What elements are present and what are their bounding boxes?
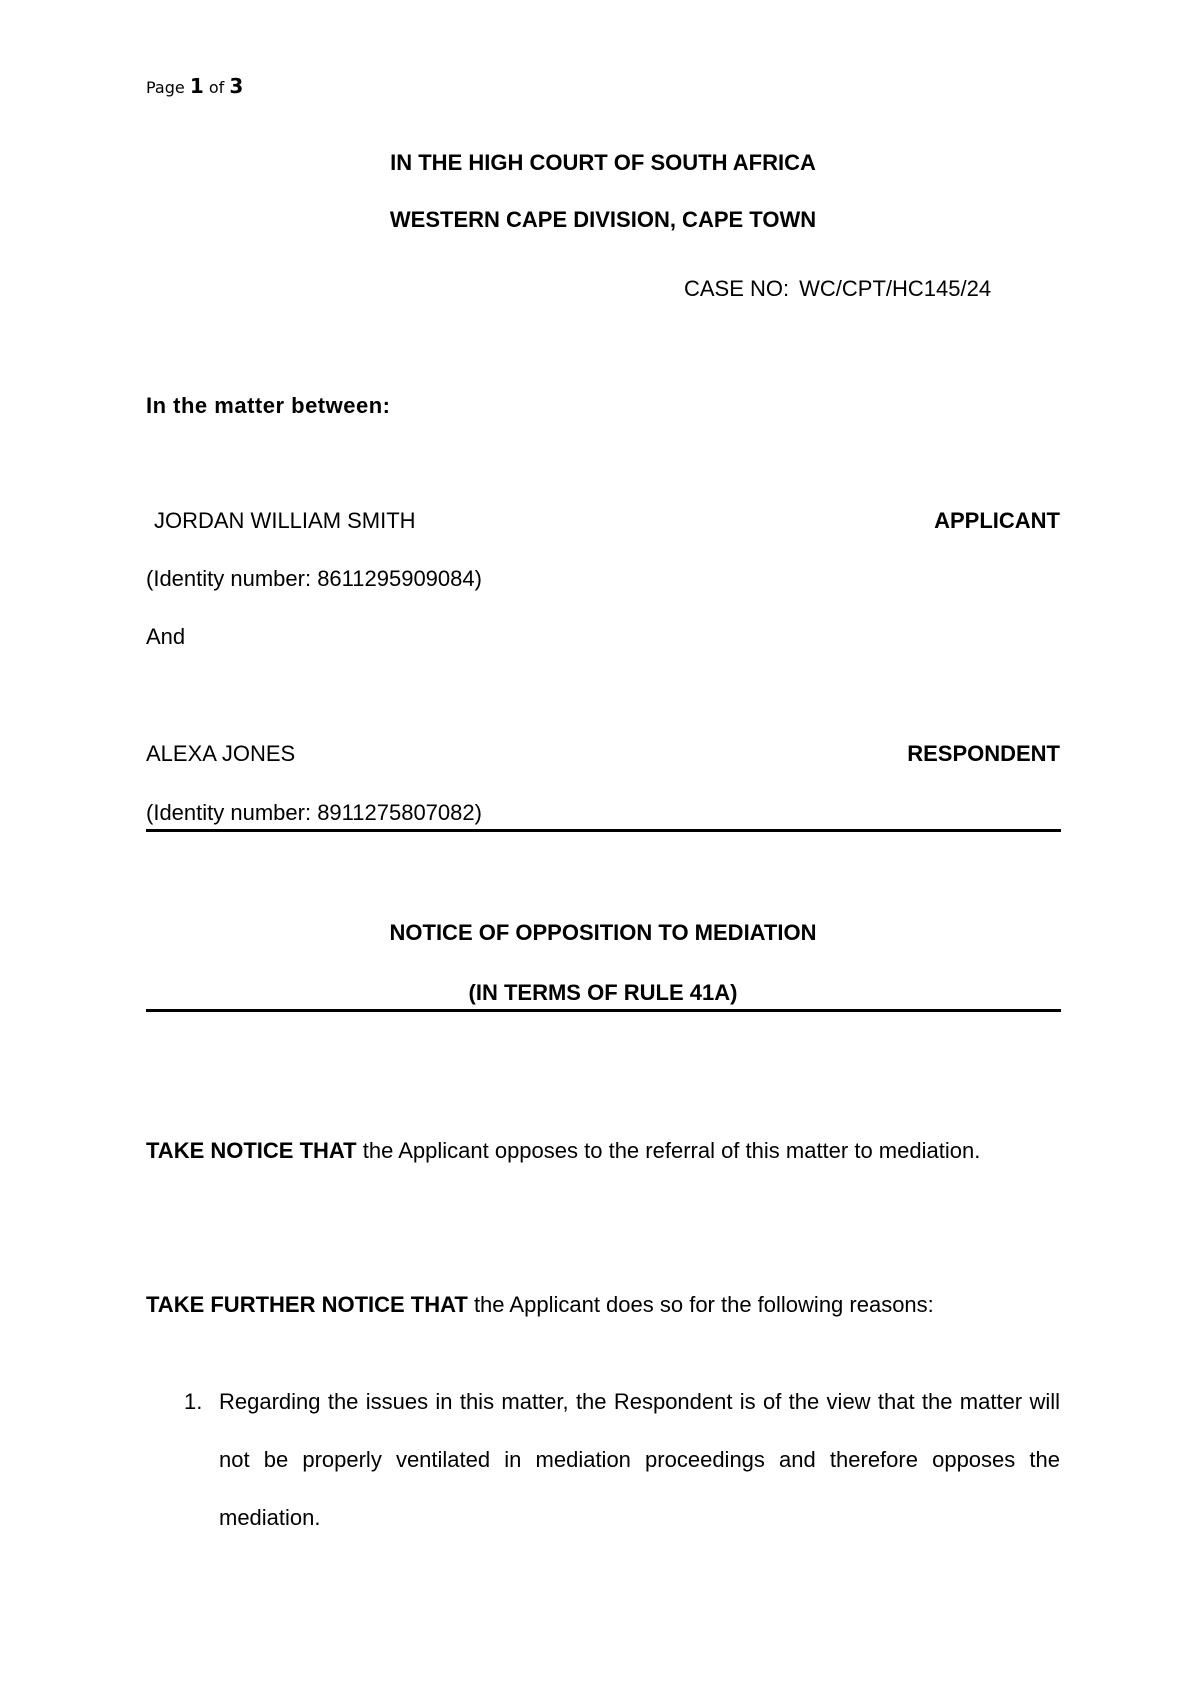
case-number-value: WC/CPT/HC145/24	[799, 276, 992, 301]
divider-line	[146, 1009, 1061, 1012]
court-name: IN THE HIGH COURT OF SOUTH AFRICA	[390, 150, 816, 175]
divider-line	[146, 829, 1061, 832]
notice-title: NOTICE OF OPPOSITION TO MEDIATION	[389, 920, 817, 945]
notice-subtitle: (IN TERMS OF RULE 41A)	[468, 980, 738, 1005]
respondent-name: ALEXA JONES	[146, 741, 296, 766]
conjunction-and: And	[146, 624, 186, 649]
page-total: 3	[229, 74, 244, 98]
matter-heading: In the matter between:	[146, 393, 391, 418]
paragraph-further-notice	[146, 1276, 1060, 1334]
page-label: Page	[146, 78, 185, 97]
list-item	[146, 1373, 1060, 1547]
paragraph-lead: TAKE FURTHER NOTICE THAT	[146, 1292, 468, 1317]
page-current: 1	[189, 74, 204, 98]
paragraph-text: the Applicant opposes to the referral of this matter to mediation.	[356, 1138, 981, 1163]
paragraph-text: the Applicant does so for the following reasons:	[467, 1292, 934, 1317]
court-division: WESTERN CAPE DIVISION, CAPE TOWN	[389, 207, 817, 232]
paragraph-take-notice	[146, 1122, 1060, 1180]
applicant-identity: (Identity number: 8611295909084)	[146, 566, 482, 591]
list-item-number: 1.	[184, 1389, 203, 1414]
case-number	[684, 276, 991, 302]
page-number	[146, 74, 243, 98]
paragraph-lead: TAKE NOTICE THAT	[146, 1138, 357, 1163]
applicant-role: APPLICANT	[934, 508, 1060, 533]
respondent-role: RESPONDENT	[907, 741, 1060, 766]
case-number-label: CASE NO:	[684, 276, 790, 301]
page-of: of	[208, 78, 225, 97]
applicant-row	[146, 508, 1060, 534]
list-item-text: Regarding the issues in this matter, the Respondent is of the view that the matter will not be properly ventilated in mediation proceedings and therefore opposes the mediation.	[219, 1389, 1060, 1530]
respondent-identity: (Identity number: 8911275807082)	[146, 800, 482, 825]
respondent-row	[146, 741, 1060, 767]
reasons-list	[146, 1373, 1060, 1547]
applicant-name: JORDAN WILLIAM SMITH	[154, 508, 416, 533]
